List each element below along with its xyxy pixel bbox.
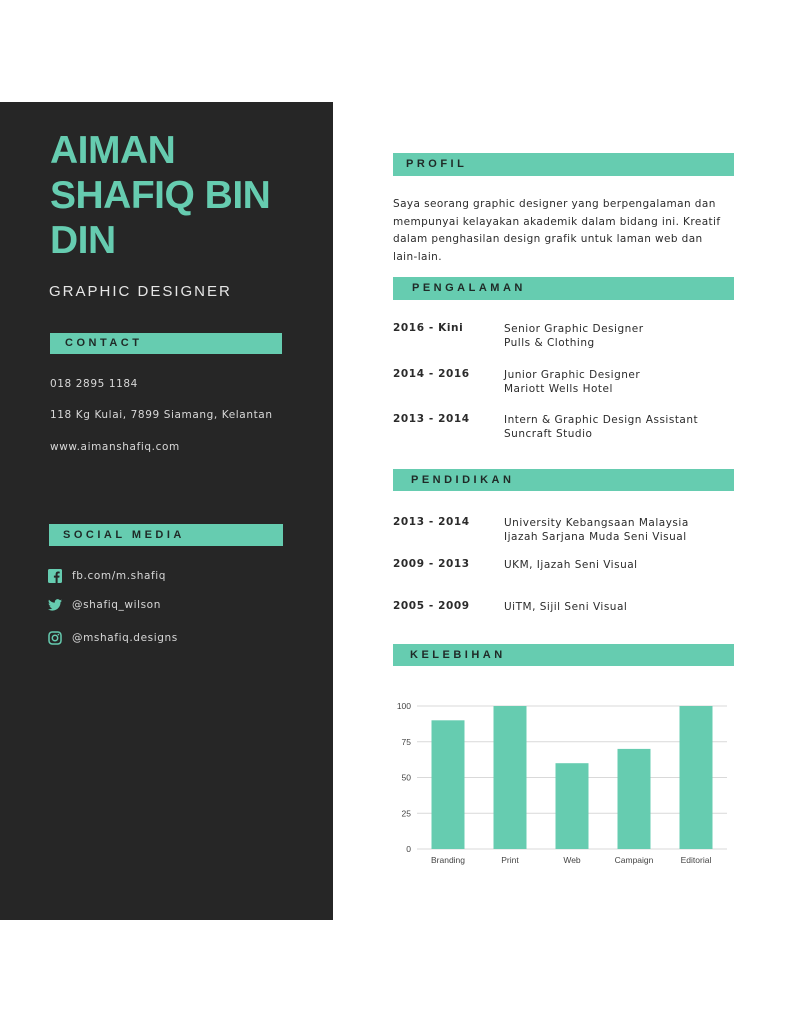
education-years: 2013 - 2014 xyxy=(393,516,470,528)
facebook-icon xyxy=(48,569,62,583)
experience-company: Pulls & Clothing xyxy=(504,337,595,349)
bar-editorial xyxy=(680,706,713,849)
profil-heading: PROFIL xyxy=(393,153,734,176)
pendidikan-heading: PENDIDIKAN xyxy=(393,469,734,491)
skills-bar-chart xyxy=(385,695,735,870)
twitter-icon xyxy=(48,599,62,611)
experience-entry xyxy=(504,322,644,350)
experience-role: Junior Graphic Designer xyxy=(504,369,641,381)
y-tick-label: 100 xyxy=(396,701,411,711)
profile-line: Saya seorang graphic designer yang berpengalaman dan xyxy=(393,198,716,210)
x-tick-label: Web xyxy=(563,855,581,865)
x-tick-label: Campaign xyxy=(614,855,654,865)
job-title: GRAPHIC DESIGNER xyxy=(49,283,232,300)
education-institution: University Kebangsaan Malaysia xyxy=(504,517,689,529)
education-years: 2005 - 2009 xyxy=(393,600,470,612)
profile-line: mempunyai kelayakan akademik dalam bidang ini. Kreatif xyxy=(393,215,721,228)
experience-entry xyxy=(504,413,698,441)
x-tick-label: Editorial xyxy=(680,855,712,865)
profile-line: lain-lain. xyxy=(393,250,442,263)
experience-entry xyxy=(504,368,640,396)
education-entry xyxy=(504,558,638,572)
name-line: AIMAN xyxy=(50,129,176,172)
education-institution: UiTM, Sijil Seni Visual xyxy=(504,601,628,613)
address: 118 Kg Kulai, 7899 Siamang, Kelantan xyxy=(50,409,273,421)
experience-company: Suncraft Studio xyxy=(504,428,593,440)
y-tick-label: 0 xyxy=(406,844,411,854)
pengalaman-heading: PENGALAMAN xyxy=(393,277,734,300)
education-entry xyxy=(504,516,689,544)
experience-company: Mariott Wells Hotel xyxy=(504,383,613,395)
phone-number: 018 2895 1184 xyxy=(50,378,138,390)
x-tick-label: Branding xyxy=(430,855,466,865)
experience-years: 2013 - 2014 xyxy=(393,413,470,425)
social-item-twitter[interactable] xyxy=(48,599,161,611)
education-qualification: Ijazah Sarjana Muda Seni Visual xyxy=(504,531,687,543)
education-years: 2009 - 2013 xyxy=(393,558,470,570)
kelebihan-heading: KELEBIHAN xyxy=(393,644,734,666)
education-institution: UKM, Ijazah Seni Visual xyxy=(504,559,638,571)
instagram-handle: @mshafiq.designs xyxy=(72,632,178,644)
candidate-name xyxy=(50,128,320,263)
y-tick-label: 25 xyxy=(401,808,411,819)
name-line: DIN xyxy=(50,219,116,262)
contact-heading: CONTACT xyxy=(50,333,282,354)
website-link[interactable]: www.aimanshafiq.com xyxy=(50,441,180,453)
bar-campaign xyxy=(618,749,651,849)
experience-years: 2014 - 2016 xyxy=(393,368,470,380)
bar-print xyxy=(494,706,527,849)
profile-line: dalam penghasilan design grafik untuk laman web dan xyxy=(393,233,703,245)
facebook-handle: fb.com/m.shafiq xyxy=(72,570,167,582)
social-item-facebook[interactable] xyxy=(48,569,166,583)
experience-role: Intern & Graphic Design Assistant xyxy=(504,414,699,426)
x-tick-label: Print xyxy=(501,855,519,865)
twitter-handle: @shafiq_wilson xyxy=(72,599,161,611)
experience-years: 2016 - Kini xyxy=(393,322,464,334)
bar-branding xyxy=(432,720,465,849)
education-entry xyxy=(504,600,627,614)
y-tick-label: 75 xyxy=(401,736,411,747)
instagram-icon xyxy=(48,631,62,645)
social-media-heading: SOCIAL MEDIA xyxy=(49,524,283,546)
profile-paragraph xyxy=(393,196,738,266)
name-line: SHAFIQ BIN xyxy=(50,174,271,217)
bar-web xyxy=(556,763,589,849)
y-tick-label: 50 xyxy=(401,772,411,783)
experience-role: Senior Graphic Designer xyxy=(504,323,644,335)
social-item-instagram[interactable] xyxy=(48,631,178,645)
